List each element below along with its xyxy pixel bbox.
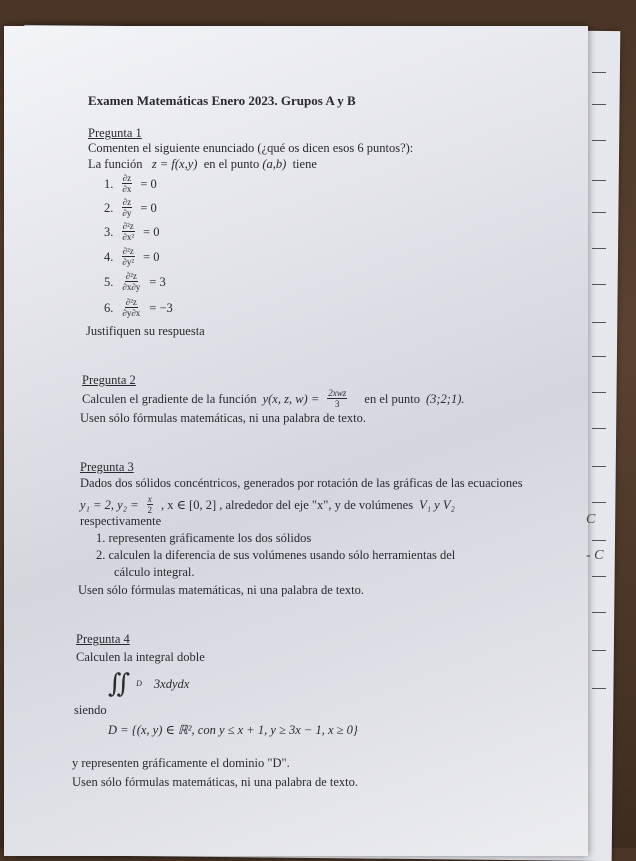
- q4-line1: Calculen la integral doble: [76, 650, 205, 664]
- q1-line1: Comenten el siguiente enunciado (¿qué os dicen esos 6 puntos?):: [88, 141, 414, 155]
- q3-item-1: 1. representen gráficamente los dos sólidos: [96, 531, 312, 545]
- q4-siendo: siendo: [74, 703, 107, 717]
- q1-item-2: 2. $\frac{\partial z}{\partial y}$ = 0: [104, 197, 157, 218]
- q1-item-3: 3. $\frac{\text{∂²z}}{\text{∂x²}}$ = 0: [104, 221, 160, 242]
- q4-line3: Usen sólo fórmulas matemáticas, ni una palabra de texto.: [72, 775, 359, 789]
- q3-line4: Usen sólo fórmulas matemáticas, ni una palabra de texto.: [78, 583, 365, 597]
- q3-item-2-cont: cálculo integral.: [114, 565, 195, 579]
- sheet-edge-marks: [588, 40, 628, 840]
- exam-title: Examen Matemáticas Enero 2023. Grupos A y B: [88, 93, 356, 108]
- q1-line2: La función z = f(x,y) en el punto (a,b) tiene: [88, 157, 317, 171]
- q1-item-4: 4. $\frac{\text{∂²z}}{\text{∂y²}}$ = 0: [104, 246, 160, 267]
- q1-item-6: 6. $\frac{\text{∂²z}}{\partial y\partial x}$ = −3: [104, 297, 173, 318]
- double-integral-symbol: ∬: [108, 669, 131, 699]
- q3-equations: y₁ = 2, y₂ = $\frac{x}{2}$ , x ∈ [0, 2] , alrededor del eje "x", y de volúmenes V₁ y V₂: [80, 494, 455, 515]
- q3-heading: Pregunta 3: [80, 460, 134, 474]
- q1-item-5: 5. $\frac{\text{∂²z}}{\partial x\partial y}$ = 3: [104, 271, 166, 292]
- q2-line1: Calculen el gradiente de la función y(x, z, w) = $\frac{\text{2xwz}}{3}$ en el punto (3;2;1).: [82, 388, 465, 409]
- margin-note-c2: - C: [586, 548, 604, 563]
- q4-integral: ∬ D 3xdydx: [108, 669, 190, 699]
- q1-heading: Pregunta 1: [88, 126, 142, 140]
- q2-line2: Usen sólo fórmulas matemáticas, ni una palabra de texto.: [80, 411, 367, 425]
- q1-justify: Justifiquen su respuesta: [86, 324, 205, 338]
- q1-item-1: 1. $\frac{\partial z}{\partial x}$ = 0: [104, 173, 157, 194]
- q4-line2: y representen gráficamente el dominio "D".: [72, 756, 290, 770]
- q4-domain: D = {(x, y) ∈ ℝ², con y ≤ x + 1, y ≥ 3x − 1, x ≥ 0}: [108, 723, 358, 737]
- q3-line1: Dados dos sólidos concéntricos, generados por rotación de las gráficas de las ecuaciones: [80, 476, 523, 490]
- q4-heading: Pregunta 4: [76, 632, 130, 646]
- q2-heading: Pregunta 2: [82, 373, 136, 387]
- margin-note-c: C: [586, 512, 596, 527]
- q3-item-2: 2. calculen la diferencia de sus volúmenes usando sólo herramientas del: [96, 548, 456, 562]
- q3-line3: respectivamente: [80, 514, 162, 528]
